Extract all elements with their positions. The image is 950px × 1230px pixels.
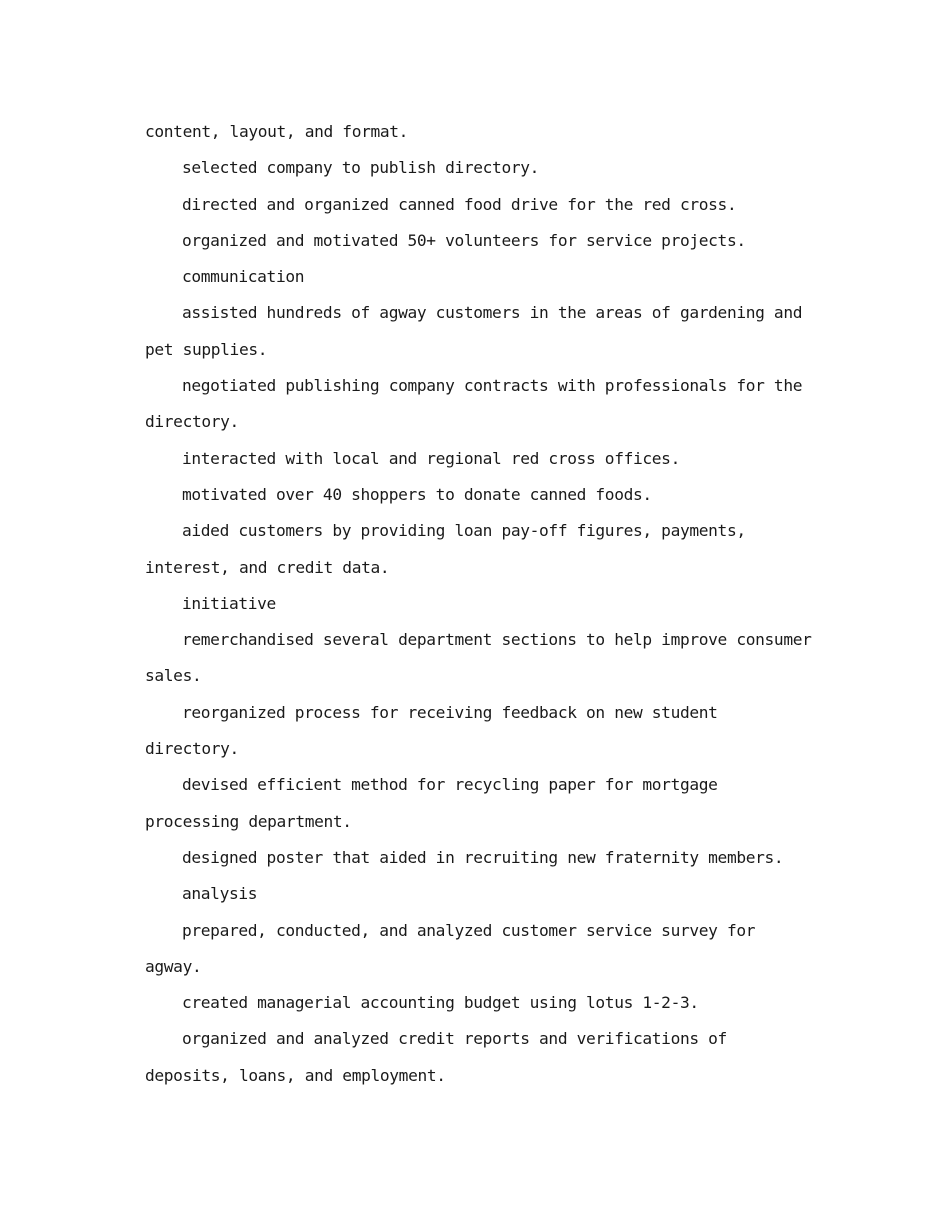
text-line: directory. xyxy=(145,412,239,432)
section-heading-communication: communication xyxy=(182,267,305,287)
text-line: reorganized process for receiving feedback on new student xyxy=(182,702,718,722)
text-line: directory. xyxy=(145,739,239,759)
text-line: designed poster that aided in recruiting new fraternity members. xyxy=(182,847,784,867)
text-line: assisted hundreds of agway customers in the areas of gardening and xyxy=(182,303,803,323)
text-line: content, layout, and format. xyxy=(145,122,409,141)
text-line: remerchandised several department sections to help improve consumer xyxy=(182,630,812,650)
text-line: selected company to publish directory. xyxy=(182,158,540,178)
text-line: processing department. xyxy=(145,811,352,831)
section-heading-initiative: initiative xyxy=(182,593,276,613)
text-line: interacted with local and regional red cross offices. xyxy=(182,448,680,468)
text-line: created managerial accounting budget using lotus 1-2-3. xyxy=(182,993,699,1013)
text-line: pet supplies. xyxy=(145,339,268,359)
section-heading-analysis: analysis xyxy=(182,884,258,904)
text-line: aided customers by providing loan pay-off figures, payments, xyxy=(182,521,746,541)
text-line: negotiated publishing company contracts with professionals for the xyxy=(182,376,803,396)
text-line: devised efficient method for recycling paper for mortgage xyxy=(182,775,718,795)
text-line: organized and analyzed credit reports and verifications of xyxy=(182,1029,727,1049)
text-line: prepared, conducted, and analyzed customer service survey for xyxy=(182,920,756,940)
text-line: sales. xyxy=(145,666,202,686)
text-line: organized and motivated 50+ volunteers for service projects. xyxy=(182,230,746,250)
text-line: interest, and credit data. xyxy=(145,557,390,577)
text-line: agway. xyxy=(145,956,202,976)
text-line: directed and organized canned food drive for the red cross. xyxy=(182,194,737,214)
text-line: deposits, loans, and employment. xyxy=(145,1065,446,1085)
document-body xyxy=(145,114,815,1094)
text-line: motivated over 40 shoppers to donate canned foods. xyxy=(182,484,652,504)
